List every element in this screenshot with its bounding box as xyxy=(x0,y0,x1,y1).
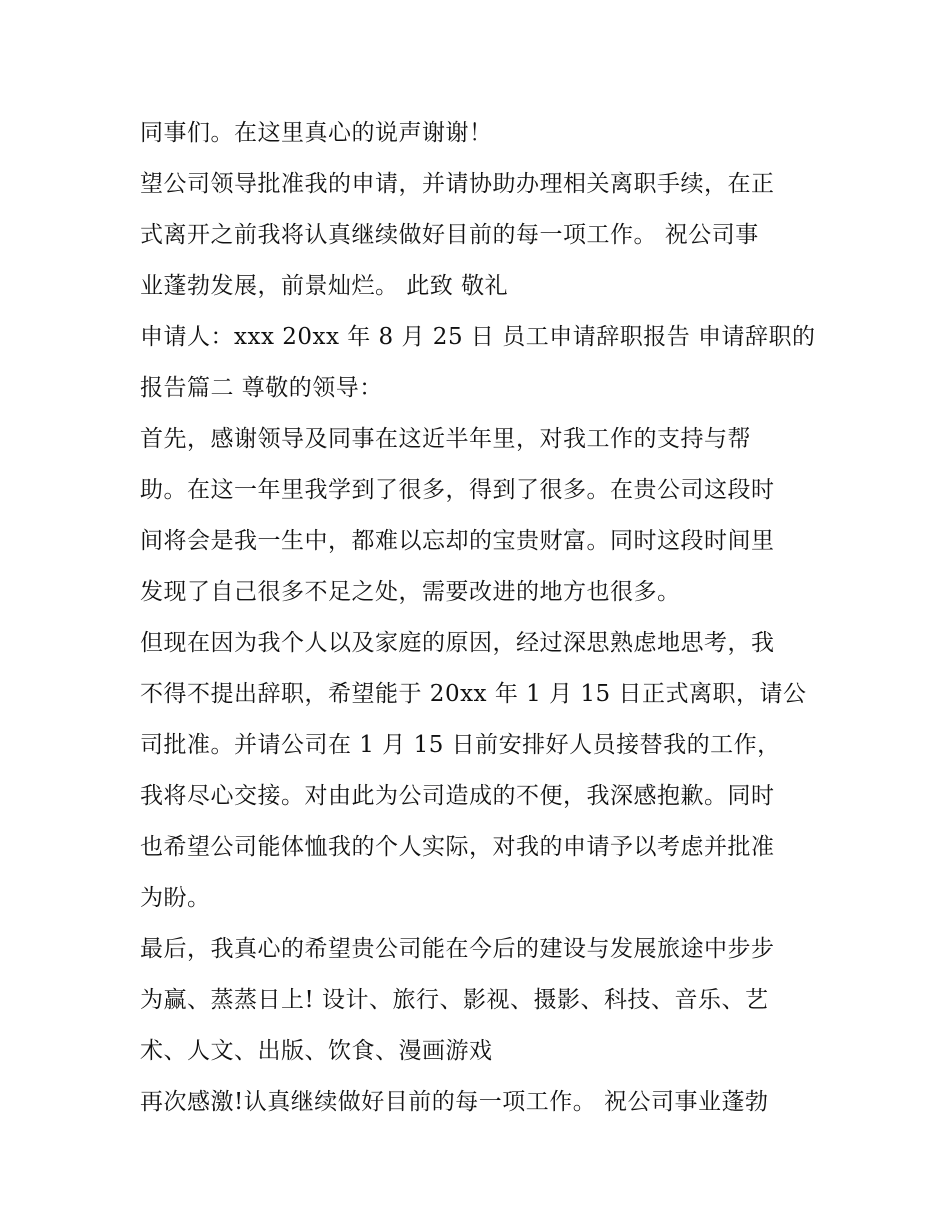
paragraph-approval-request xyxy=(140,159,815,312)
paragraph-best-wishes xyxy=(140,924,815,1077)
text-line: 发现了自己很多不足之处，需要改进的地方也很多。 xyxy=(140,579,681,605)
paragraph-gratitude xyxy=(140,414,815,618)
document-body xyxy=(140,108,815,1128)
text-line: 式离开之前我将认真继续做好目前的每一项工作。 祝公司事 xyxy=(140,222,759,248)
text-line: 再次感激!认真继续做好目前的每一项工作。 祝公司事业蓬勃 xyxy=(140,1089,769,1115)
text-line: 业蓬勃发展，前景灿烂。 此致 敬礼 xyxy=(140,273,509,299)
text-line: 报告篇二 尊敬的领导： xyxy=(140,375,383,401)
paragraph-closing xyxy=(140,1077,815,1128)
text-line: 我将尽心交接。对由此为公司造成的不便，我深感抱歉。同时 xyxy=(140,783,775,809)
text-line: 不得不提出辞职，希望能于 20xx 年 1 月 15 日正式离职，请公 xyxy=(140,681,807,707)
text-line: 助。在这一年里我学到了很多，得到了很多。在贵公司这段时 xyxy=(140,477,775,503)
paragraph-resignation-reason xyxy=(140,618,815,924)
paragraph-thanks xyxy=(140,108,815,159)
text-line: 同事们。在这里真心的说声谢谢！ xyxy=(140,120,493,146)
text-line: 望公司领导批准我的申请，并请协助办理相关离职手续，在正 xyxy=(140,171,775,197)
text-line: 司批准。并请公司在 1 月 15 日前安排好人员接替我的工作， xyxy=(140,732,781,758)
text-line: 也希望公司能体恤我的个人实际，对我的申请予以考虑并批准 xyxy=(140,834,775,860)
text-line: 申请人：xxx 20xx 年 8 月 25 日 员工申请辞职报告 申请辞职的 xyxy=(140,324,816,350)
text-line: 最后，我真心的希望贵公司能在今后的建设与发展旅途中步步 xyxy=(140,936,775,962)
paragraph-signature xyxy=(140,312,815,414)
text-line: 间将会是我一生中，都难以忘却的宝贵财富。同时这段时间里 xyxy=(140,528,775,554)
text-line: 首先，感谢领导及同事在这近半年里，对我工作的支持与帮 xyxy=(140,426,751,452)
text-line: 为赢、蒸蒸日上! 设计、旅行、影视、摄影、科技、音乐、艺 xyxy=(140,987,769,1013)
text-line: 为盼。 xyxy=(140,885,211,911)
text-line: 术、人文、出版、饮食、漫画游戏 xyxy=(140,1038,493,1064)
text-line: 但现在因为我个人以及家庭的原因，经过深思熟虑地思考，我 xyxy=(140,630,775,656)
